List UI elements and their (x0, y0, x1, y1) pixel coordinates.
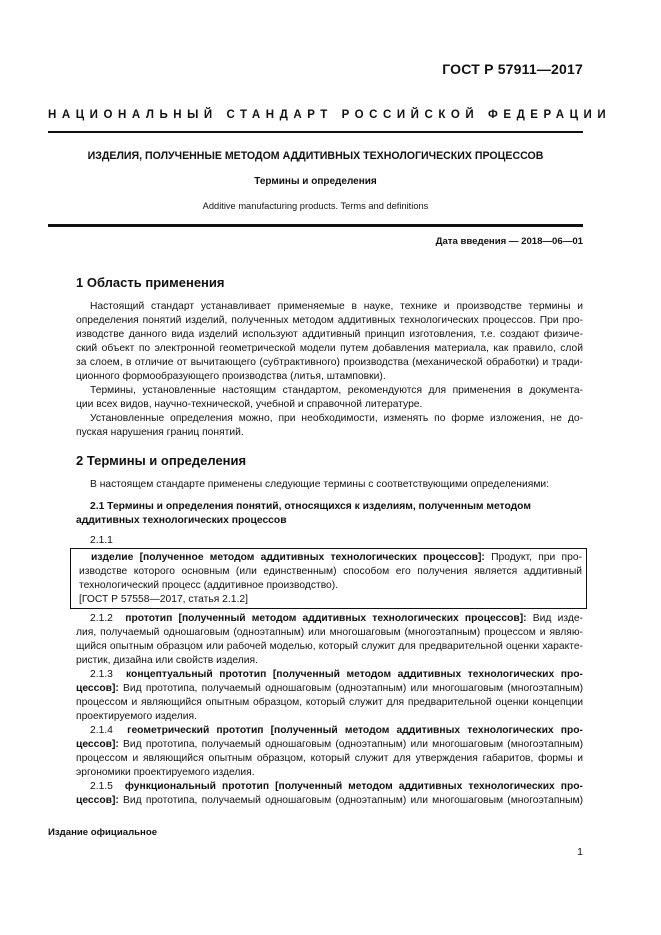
text-line: определения понятий изделий, полученных методом аддитивных технологических процессов. При про- (76, 315, 583, 326)
text-line: ский объект по электронной геометрической модели путем добавления материала, как правило, слой (76, 343, 583, 354)
text-line: технологический процесс (аддитивное производство). (79, 580, 339, 591)
text-fragment: Продукт, при про- (484, 552, 582, 563)
text-line: Термины, установленные настоящим стандартом, рекомендуются для применения в документа- (90, 385, 583, 396)
term-number: 2.1.5 (90, 781, 113, 792)
text-line: пуская нарушения границ понятий. (76, 427, 244, 438)
term-2-1-2 (76, 612, 583, 668)
term-number: 2.1.4 (90, 725, 113, 736)
text-line (76, 794, 583, 808)
text-fragment: Вид изде- (526, 613, 583, 624)
subsection-2-1-heading (76, 500, 583, 528)
text-line: 2.1 Термины и определения понятий, относящихся к изделиям, полученным методом (90, 501, 531, 512)
term-2-1-4 (76, 724, 583, 780)
header-rule-bottom (48, 224, 583, 227)
text-line (76, 738, 583, 752)
text-line (76, 668, 583, 682)
text-line: Настоящий стандарт устанавливает применяемые в науке, технике и производстве термины и (90, 301, 583, 312)
term-2-1-5 (76, 780, 583, 808)
term-name: функциональный прототип [полученный методом аддитивных технологических про- (124, 781, 583, 792)
standard-title-english: Additive manufacturing products. Terms and definitions (202, 201, 429, 211)
term-2-1-1-number: 2.1.1 (90, 535, 113, 546)
text-line: ции всех видов, научно-технической, учебной и справочной литературе. (76, 399, 423, 410)
text-line: процессом и являющийся опытным образцом, который служит для предварительной оценки концепции (76, 697, 583, 708)
term-name: прототип [полученный методом аддитивных технологических процессов]: (125, 613, 527, 624)
section-2-intro (76, 478, 583, 492)
text-line: щийся опытным образцом или рабочей моделью, который служит для предварительной оценки характе- (76, 641, 583, 652)
term-source: [ГОСТ Р 57558—2017, статья 2.1.2] (79, 594, 248, 605)
section-1-paragraph-2 (76, 384, 583, 412)
term-name-continued: цессов]: (76, 795, 119, 806)
text-fragment: Вид прототипа, получаемый одношаговым (одноэтапным) или многошаговым (многоэтапным) (118, 795, 583, 806)
text-line (76, 612, 583, 626)
text-line: В настоящем стандарте применены следующие термины с соответствующими определениями: (90, 479, 550, 490)
text-line: процессом и являющийся опытным образцом, который служит для утверждения габаритов, формы и (76, 753, 583, 764)
section-1-heading: 1 Область применения (76, 275, 225, 290)
section-1-paragraph-1 (76, 300, 583, 384)
term-number: 2.1.2 (90, 613, 113, 624)
text-line (76, 682, 583, 696)
text-line: лия, получаемый одношаговым (одноэтапным) или многошаговым (многоэтапным) процессом и являю- (76, 627, 583, 638)
text-fragment: Вид прототипа, получаемый одношаговым (одноэтапным) или многошаговым (многоэтапным) (118, 739, 583, 750)
text-line: за слоем, в отличие от вычитающего (субтрактивного) производства (механической обработки) и тради- (76, 357, 583, 368)
term-name: изделие [полученное методом аддитивных технологических процессов]: (91, 552, 485, 563)
text-line: ристик, дизайна или свойств изделия. (76, 655, 258, 666)
term-2-1-1-box (70, 548, 587, 609)
term-name-continued: цессов]: (76, 739, 119, 750)
term-name-continued: цессов]: (76, 683, 119, 694)
text-line: изводстве данного вида изделий используют аддитивный принцип изготовления, т.е. создают физиче- (76, 329, 583, 340)
text-line: изводстве которого основным (или единственным) способом его получения является аддитивный (79, 566, 582, 577)
header-rule-top (48, 131, 583, 133)
national-standard-banner: НАЦИОНАЛЬНЫЙ СТАНДАРТ РОССИЙСКОЙ ФЕДЕРАЦИИ (48, 109, 612, 121)
text-line (76, 724, 583, 738)
gost-code: ГОСТ Р 57911—2017 (442, 61, 583, 77)
section-2-heading: 2 Термины и определения (76, 453, 247, 468)
text-line: Установленные определения можно, при необходимости, изменять по форме изложения, не до- (90, 413, 583, 424)
section-1-paragraph-3 (76, 412, 583, 440)
page-number: 1 (577, 846, 583, 858)
text-line: проектируемого изделия. (76, 711, 197, 722)
term-name: концептуальный прототип [полученный методом аддитивных технологических про- (126, 669, 583, 680)
text-fragment: Вид прототипа, получаемый одношаговым (одноэтапным) или многошаговым (многоэтапным) (118, 683, 583, 694)
term-name: геометрический прототип [полученный методом аддитивных технологических про- (127, 725, 583, 736)
text-line: аддитивных технологических процессов (76, 515, 287, 526)
introduction-date: Дата введения — 2018—06—01 (435, 236, 583, 247)
text-line (76, 780, 583, 794)
term-2-1-3 (76, 668, 583, 724)
standard-subtitle: Термины и определения (254, 176, 377, 187)
text-line: ционного формообразующего производства (литья, штамповки). (76, 371, 386, 382)
text-line: эргономики проектируемого изделия. (76, 767, 255, 778)
standard-title: ИЗДЕЛИЯ, ПОЛУЧЕННЫЕ МЕТОДОМ АДДИТИВНЫХ ТЕХНОЛОГИЧЕСКИХ ПРОЦЕССОВ (87, 150, 544, 162)
text-line (79, 551, 582, 565)
official-edition-label: Издание официальное (48, 827, 158, 838)
term-number: 2.1.3 (90, 669, 113, 680)
